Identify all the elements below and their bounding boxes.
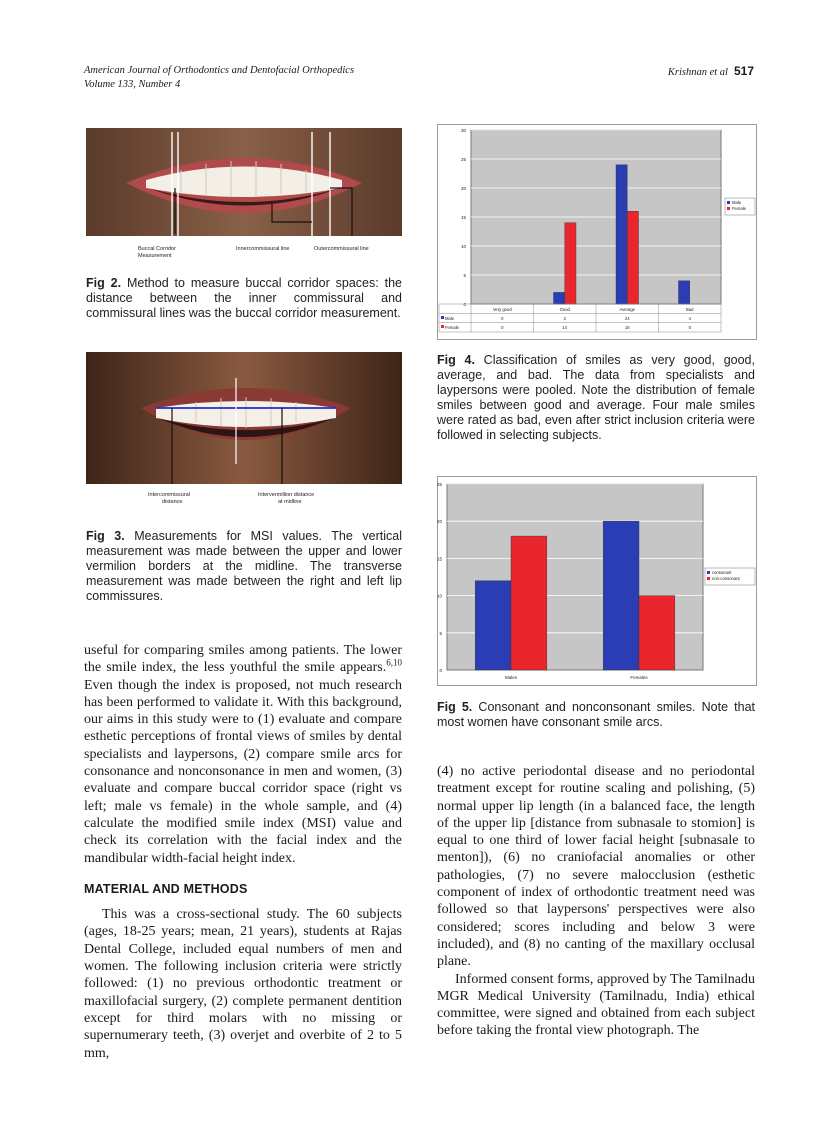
left-p1-a: useful for comparing smiles among patients. The lower the smile index, the less youthful the smile appears. [84,643,402,676]
bar-non-consonant [511,536,547,670]
legend-label: non-consonant [712,576,740,581]
fig3-caption-label: Fig 3. [86,529,125,543]
fig2-caption-text: Method to measure buccal corridor spaces: the distance between the inner commissural and commissural lines was the buccal corridor measurement. [86,276,402,320]
fig2-label-inner: Innercommissural line [236,246,290,252]
table-series-label: Male [445,316,455,321]
fig2-photo [86,128,402,262]
table-cell: 16 [624,325,630,330]
bar-female [565,223,576,304]
legend-swatch [707,577,710,580]
legend-swatch [727,207,730,210]
y-tick-label: 10 [460,244,466,249]
right-paragraph-1: (4) no active periodontal disease and no periodontal treatment except for routine scaling and polishing, (5) normal upper lip length (in a balanced face, the length of the upper lip [distance from subnasale to stomion] is equal to one third of lower facial height [subnasale to menton]), (6) no craniofacial anomalies or other pathologies, (7) no severe malocclusion (esthetic component of index of orthodontic treatment need was followed so that laypersons' perspectives were also considered; scores including and below 3 were included), and (8) no canting of the maxillary occlusal plane. [437,764,755,970]
x-tick-label: Males [504,675,518,680]
x-tick-label: Females [630,675,648,680]
table-cell: 4 [688,316,691,321]
y-tick-label: 20 [460,186,466,191]
fig5-chart [437,476,757,686]
fig2-caption [86,276,402,321]
page-number: 517 [733,64,754,78]
legend-swatch [727,201,730,204]
journal-volume: Volume 133, Number 4 [84,79,181,90]
table-legend-swatch [441,316,444,319]
bar-male [679,281,690,304]
left-column-text [84,642,402,1062]
running-header-left [84,64,354,92]
table-series-label: Female [445,325,459,330]
fig3-label-verm: Intervermillion distance [258,492,315,498]
fig3-label-verm2: at midline [278,499,302,505]
x-tick-label: Average [619,307,636,312]
table-legend-swatch [441,325,444,328]
fig2-caption-label: Fig 2. [86,276,122,290]
fig4-caption [437,353,755,443]
y-tick-label: 25 [460,157,466,162]
table-cell: 14 [562,325,568,330]
y-tick-label: 0 [439,668,442,673]
fig3-label-inter: Intercommissural [148,492,190,498]
left-paragraph-1 [84,642,402,867]
fig4-caption-label: Fig 4. [437,353,475,367]
authors: Krishnan et al [667,67,728,78]
fig2-label-outer: Outercommissural line [314,246,369,252]
right-paragraph-2: Informed consent forms, approved by The Tamilnadu MGR Medical University (Tamilnadu, India) ethical committee, were signed and obtained from each subject before taking the frontal view photograph. The [437,971,755,1039]
fig5-caption-label: Fig 5. [437,700,473,714]
legend-label: consonant [712,570,732,575]
bar-consonant [603,521,639,670]
y-tick-label: 20 [437,519,442,525]
fig5-caption-text: Consonant and nonconsonant smiles. Note that most women have consonant smile arcs. [437,700,755,729]
y-tick-label: 5 [463,273,466,278]
left-p1-citation: 6,10 [386,657,402,668]
fig3-label-inter2: distance [162,499,183,505]
fig2-label-buccal: Buccal Corridor [138,246,176,252]
bar-male [554,292,565,304]
legend-swatch [707,571,710,574]
journal-title: American Journal of Orthodontics and Dentofacial Orthopedics [84,65,355,76]
x-tick-label: Good [559,307,570,312]
section-heading: MATERIAL AND METHODS [84,881,248,896]
y-tick-label: 15 [460,215,466,220]
y-tick-label: 30 [460,128,466,133]
table-cell: 24 [624,316,630,321]
fig4-caption-text: Classification of smiles as very good, good, average, and bad. The data from specialists and laypersons were pooled. Note the distribution of female smiles between good and average. Four male smiles were rated as bad, even after strict inclusion criteria were followed in selecting subjects. [437,353,755,442]
bar-female [627,211,638,304]
table-cell: 0 [501,316,504,321]
y-tick-label: 10 [437,593,442,599]
y-tick-label: 0 [463,302,466,307]
table-cell: 2 [563,316,566,321]
right-column-text [437,763,755,1040]
fig5-caption [437,700,755,730]
fig3-caption [86,529,402,604]
left-p1-b: Even though the index is proposed, not much research has been performed to validate it. With this background, our aims in this study were to (1) evaluate and compare esthetic perceptions of frontal views of smiles by dental specialists and laypersons, (2) compare smile arcs for consonance and nonconsonance in men and women, (3) evaluate and compare buccal corridor space (right vs left; male vs female) in the whole sample, and (4) calculate the modified smile index (MSI) value and check its correlation with the facial index and the mandibular width-facial height index. [84,677,402,866]
running-header-right [668,64,754,80]
fig3-photo [86,352,402,515]
y-tick-label: 15 [437,556,442,562]
fig3-caption-text: Measurements for MSI values. The vertical measurement was made between the upper and lower vermilion borders at the midline. The transverse measurement was made between the right and left lip commissures. [86,529,402,603]
bar-male [616,165,627,304]
y-tick-label: 5 [439,630,442,636]
x-tick-label: Bad [686,307,694,312]
legend-label: Male [732,200,742,205]
fig2-label-buccal2: Measurement [138,253,172,259]
fig4-chart [437,124,757,340]
bar-consonant [475,581,511,670]
bar-non-consonant [639,596,675,670]
table-cell: 0 [688,325,691,330]
y-tick-label: 25 [437,482,442,487]
legend-label: Female [732,206,746,211]
left-paragraph-2: This was a cross-sectional study. The 60 subjects (ages, 18-25 years; mean, 21 years), students at Rajas Dental College, included equal numbers of men and women. The following inclusion criteria were strictly followed: (1) no previous orthodontic treatment or maxillofacial surgery, (2) complete permanent dentition except for third molars with no missing or supernumerary teeth, (3) overjet and overbite of 2 to 5 mm, [84,907,402,1061]
x-tick-label: Very good [492,307,512,312]
table-cell: 0 [501,325,504,330]
